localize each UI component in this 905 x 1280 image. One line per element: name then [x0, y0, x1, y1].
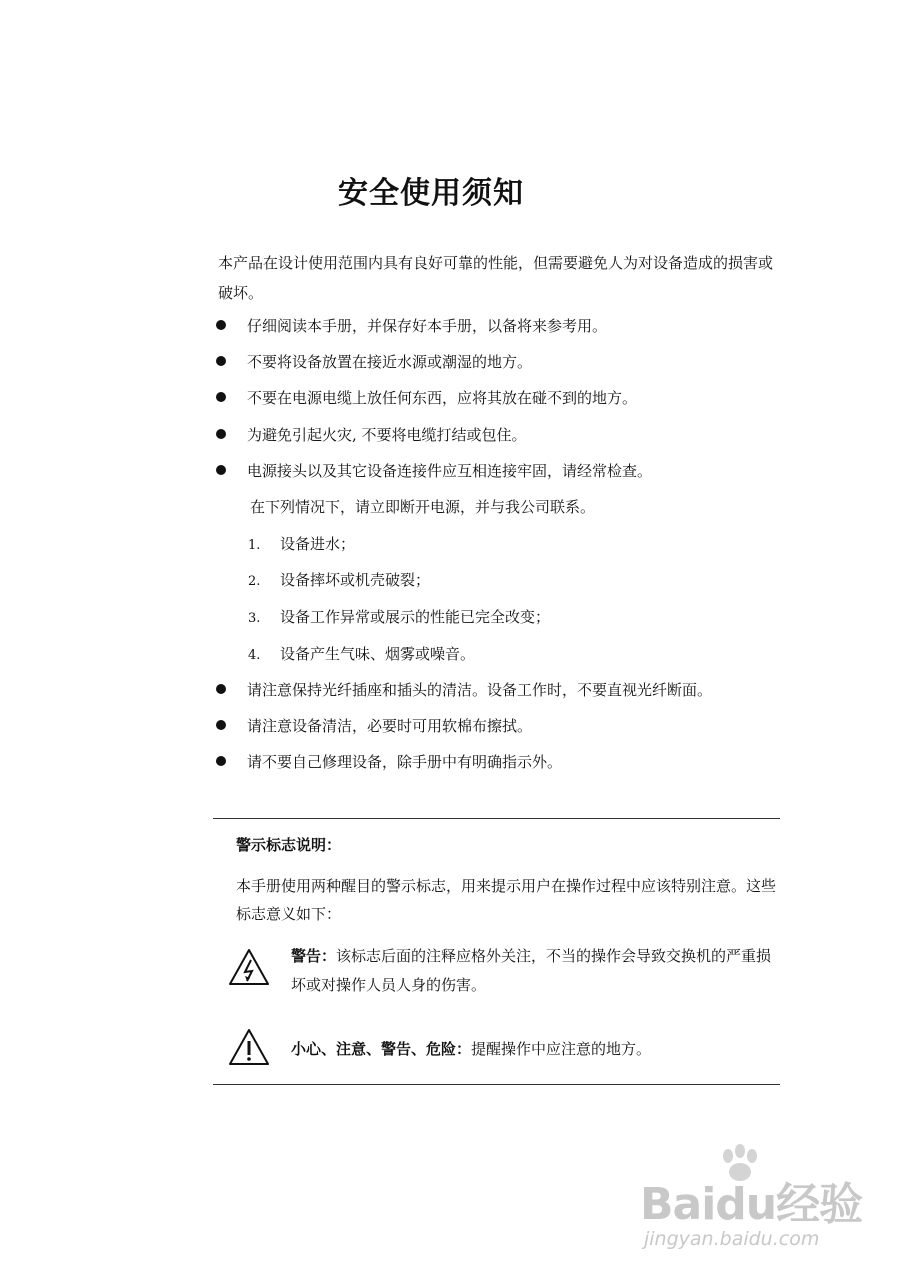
list-item: [216, 423, 527, 447]
list-item: [216, 459, 652, 483]
baidu-watermark: [640, 1150, 890, 1260]
list-item-text: 为避免引起火灾, 不要将电缆打结或包住。: [247, 426, 527, 444]
item-text: 设备工作异常或展示的性能已完全改变；: [280, 608, 551, 626]
warning-item: [291, 942, 781, 1000]
item-text: 设备产生气味、烟雾或噪音。: [280, 645, 476, 663]
list-item-text: 不要在电源电缆上放任何东西，应将其放在碰不到的地方。: [247, 389, 638, 407]
numbered-item: [248, 605, 550, 631]
section-divider: [213, 818, 780, 819]
watermark-brand: Baidu经验: [640, 1179, 863, 1230]
bullet-dot-icon: [216, 684, 226, 694]
numbered-item: [248, 532, 355, 558]
intro-paragraph: 本产品在设计使用范围内具有良好可靠的性能，但需要避免人为对设备造成的损害或破坏。: [218, 254, 774, 302]
watermark-url: jingyan.baidu.com: [644, 1228, 820, 1250]
warning-text: 该标志后面的注释应格外关注，不当的操作会导致交换机的严重损坏或对操作人员人身的伤害。: [291, 947, 772, 994]
list-item-text: 请注意保持光纤插座和插头的清洁。设备工作时，不要直视光纤断面。: [247, 681, 713, 699]
item-number: 1.: [248, 538, 261, 553]
list-item-text: 不要将设备放置在接近水源或潮湿的地方。: [247, 353, 533, 371]
electric-hazard-icon: [228, 948, 270, 986]
warning-label: 警告：: [291, 947, 337, 965]
item-number: 2.: [248, 574, 261, 589]
list-item-text: 电源接头以及其它设备连接件应互相连接牢固，请经常检查。: [247, 462, 653, 480]
bullet-dot-icon: [216, 356, 226, 366]
list-item-text: 请不要自己修理设备，除手册中有明确指示外。: [247, 753, 563, 771]
warning-heading: 警示标志说明：: [236, 836, 342, 854]
item-number: 3.: [248, 611, 261, 626]
exclamation-warning-icon: [228, 1028, 270, 1066]
item-text: 设备摔坏或机壳破裂；: [280, 571, 431, 589]
list-item: [216, 714, 532, 738]
bullet-dot-icon: [216, 756, 226, 766]
numbered-item: [248, 642, 475, 668]
bullet-dot-icon: [216, 392, 226, 402]
list-item: [216, 314, 607, 338]
warning-text: 提醒操作中应注意的地方。: [471, 1040, 652, 1058]
list-item-text: 请注意设备清洁，必要时可用软棉布擦拭。: [247, 717, 533, 735]
numbered-item: [248, 568, 430, 594]
section-divider: [213, 1084, 780, 1085]
warning-item: [291, 1035, 781, 1064]
list-item-text: 仔细阅读本手册，并保存好本手册，以备将来参考用。: [247, 317, 608, 335]
bullet-dot-icon: [216, 465, 226, 475]
list-item: [216, 386, 637, 410]
bullet-dot-icon: [216, 720, 226, 730]
item-text: 设备进水；: [280, 535, 356, 553]
list-item: [216, 678, 712, 702]
list-item: [216, 350, 532, 374]
page-title: 安全使用须知: [338, 176, 524, 211]
warning-label: 小心、注意、警告、危险：: [291, 1040, 472, 1058]
item-number: 4.: [248, 648, 261, 663]
bullet-dot-icon: [216, 429, 226, 439]
disconnect-note: 在下列情况下，请立即断开电源，并与我公司联系。: [250, 498, 596, 516]
list-item: [216, 750, 562, 774]
bullet-dot-icon: [216, 320, 226, 330]
warning-intro: 本手册使用两种醒目的警示标志，用来提示用户在操作过程中应该特别注意。这些标志意义如下：: [236, 877, 777, 923]
